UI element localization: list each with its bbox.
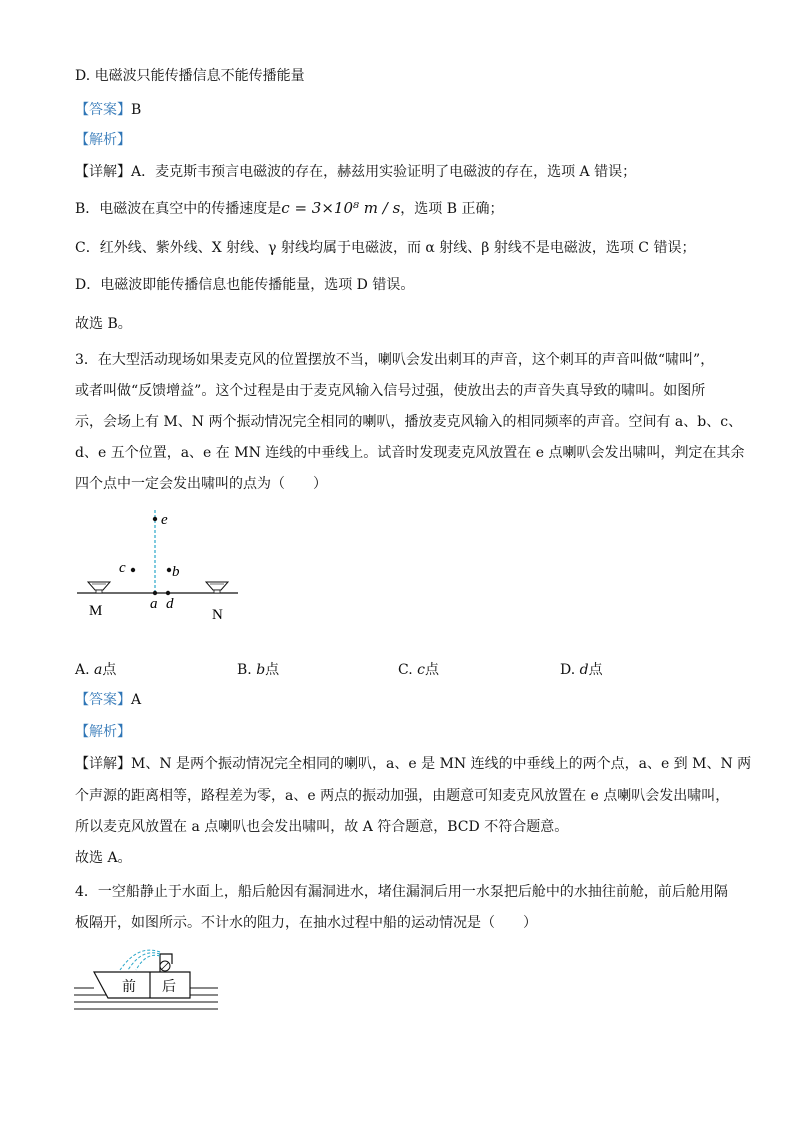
option-suffix: 点 xyxy=(424,662,439,678)
q3-option-c[interactable] xyxy=(398,660,439,680)
answer-label: 【答案】 xyxy=(75,102,131,118)
label-n: N xyxy=(212,607,223,623)
option-letter: B. xyxy=(237,662,252,678)
detail-label: 【详解】 xyxy=(75,756,131,772)
answer-value: B xyxy=(131,102,142,118)
front-label: 前 xyxy=(122,980,136,995)
point-c xyxy=(131,568,135,572)
q2-detail-b xyxy=(75,198,504,219)
q3-option-b[interactable] xyxy=(237,660,279,680)
speaker-m-icon xyxy=(88,582,110,593)
option-var: b xyxy=(256,662,266,678)
option-suffix: 点 xyxy=(265,662,280,678)
q3-stem-line-4: d、e 五个位置，a、e 在 MN 连线的中垂线上。试音时发现麦克风放置在 e 点喇叭会发出啸叫，判定在其余 xyxy=(75,445,745,461)
q3-option-a[interactable] xyxy=(75,660,116,680)
answer-label: 【答案】 xyxy=(75,692,131,708)
option-suffix: 点 xyxy=(588,662,603,678)
q3-analysis-label xyxy=(75,722,131,742)
q3-stem-line-2: 或者叫做“反馈增益”。这个过程是由于麦克风输入信号过强，使放出去的声音失真导致的啸叫。如图所 xyxy=(75,383,706,399)
q3-option-d[interactable] xyxy=(560,660,603,680)
q3-detail-line-1 xyxy=(75,754,751,774)
label-b: b xyxy=(172,564,180,580)
water-spray xyxy=(120,950,160,970)
detail-b-post: ，选项 B 正确； xyxy=(400,201,504,217)
label-m: M xyxy=(89,603,103,619)
q3-stem-line-5: 四个点中一定会发出啸叫的点为（ ） xyxy=(75,476,327,492)
detail-text: M、N 是两个振动情况完全相同的喇叭，a、e 是 MN 连线的中垂线上的两个点，a、e 到 M、N 两 xyxy=(131,756,752,772)
option-letter: A. xyxy=(75,662,90,678)
analysis-label: 【解析】 xyxy=(75,132,131,148)
detail-label: 【详解】 xyxy=(75,164,131,180)
answer-value: A xyxy=(131,692,142,708)
option-suffix: 点 xyxy=(102,662,117,678)
q3-detail-line-2: 个声源的距离相等，路程差为零，a、e 两点的振动加强，由题意可知麦克风放置在 e 点喇叭会发出啸叫， xyxy=(75,788,730,804)
speaker-n-icon xyxy=(206,582,228,593)
label-e: e xyxy=(161,512,168,528)
q3-stem-line-1: 3．在大型活动现场如果麦克风的位置摆放不当，喇叭会发出刺耳的声音，这个刺耳的声音叫做“啸叫”， xyxy=(75,352,715,368)
detail-a-text: A．麦克斯韦预言电磁波的存在，赫兹用实验证明了电磁波的存在，选项 A 错误； xyxy=(131,164,637,180)
point-a xyxy=(153,591,157,595)
back-label: 后 xyxy=(162,980,176,995)
q2-analysis-label xyxy=(75,130,131,150)
option-letter: C. xyxy=(398,662,413,678)
q3-speaker-figure xyxy=(75,500,255,625)
option-var: d xyxy=(579,662,589,678)
detail-b-pre: B．电磁波在真空中的传播速度是 xyxy=(75,201,282,217)
q2-detail-d: D．电磁波即能传播信息也能传播能量，选项 D 错误。 xyxy=(75,277,415,293)
q2-detail-a xyxy=(75,162,636,182)
option-letter: D. xyxy=(560,662,576,678)
label-a: a xyxy=(150,596,158,612)
q4-boat-figure xyxy=(72,940,222,1012)
q2-conclusion: 故选 B。 xyxy=(75,316,132,332)
analysis-label: 【解析】 xyxy=(75,724,131,740)
label-c: c xyxy=(119,560,126,576)
q4-stem-line-1: 4．一空船静止于水面上，船后舱因有漏洞进水，堵住漏洞后用一水泵把后舱中的水抽往前舱，前后舱用隔 xyxy=(75,884,728,900)
q2-answer xyxy=(75,100,141,120)
q2-detail-c: C．红外线、紫外线、X 射线、γ 射线均属于电磁波，而 α 射线、β 射线不是电磁波，选项 C 错误； xyxy=(75,240,696,256)
point-d xyxy=(166,591,170,595)
label-d: d xyxy=(166,596,174,612)
q4-stem-line-2: 板隔开，如图所示。不计水的阻力，在抽水过程中船的运动情况是（ ） xyxy=(75,915,537,931)
speed-formula: c = 3×10⁸ m / s xyxy=(281,199,401,217)
q2-option-d: D. 电磁波只能传播信息不能传播能量 xyxy=(75,68,305,84)
q3-stem-line-3: 示，会场上有 M、N 两个振动情况完全相同的喇叭，播放麦克风输入的相同频率的声音。空间有 a、b、c、 xyxy=(75,414,743,430)
point-b xyxy=(167,568,171,572)
point-e xyxy=(153,517,157,521)
q3-conclusion: 故选 A。 xyxy=(75,850,132,866)
q3-answer xyxy=(75,690,141,710)
option-var: a xyxy=(94,662,103,678)
option-var: c xyxy=(417,662,425,678)
q3-detail-line-3: 所以麦克风放置在 a 点喇叭也会发出啸叫，故 A 符合题意，BCD 不符合题意。 xyxy=(75,819,569,835)
